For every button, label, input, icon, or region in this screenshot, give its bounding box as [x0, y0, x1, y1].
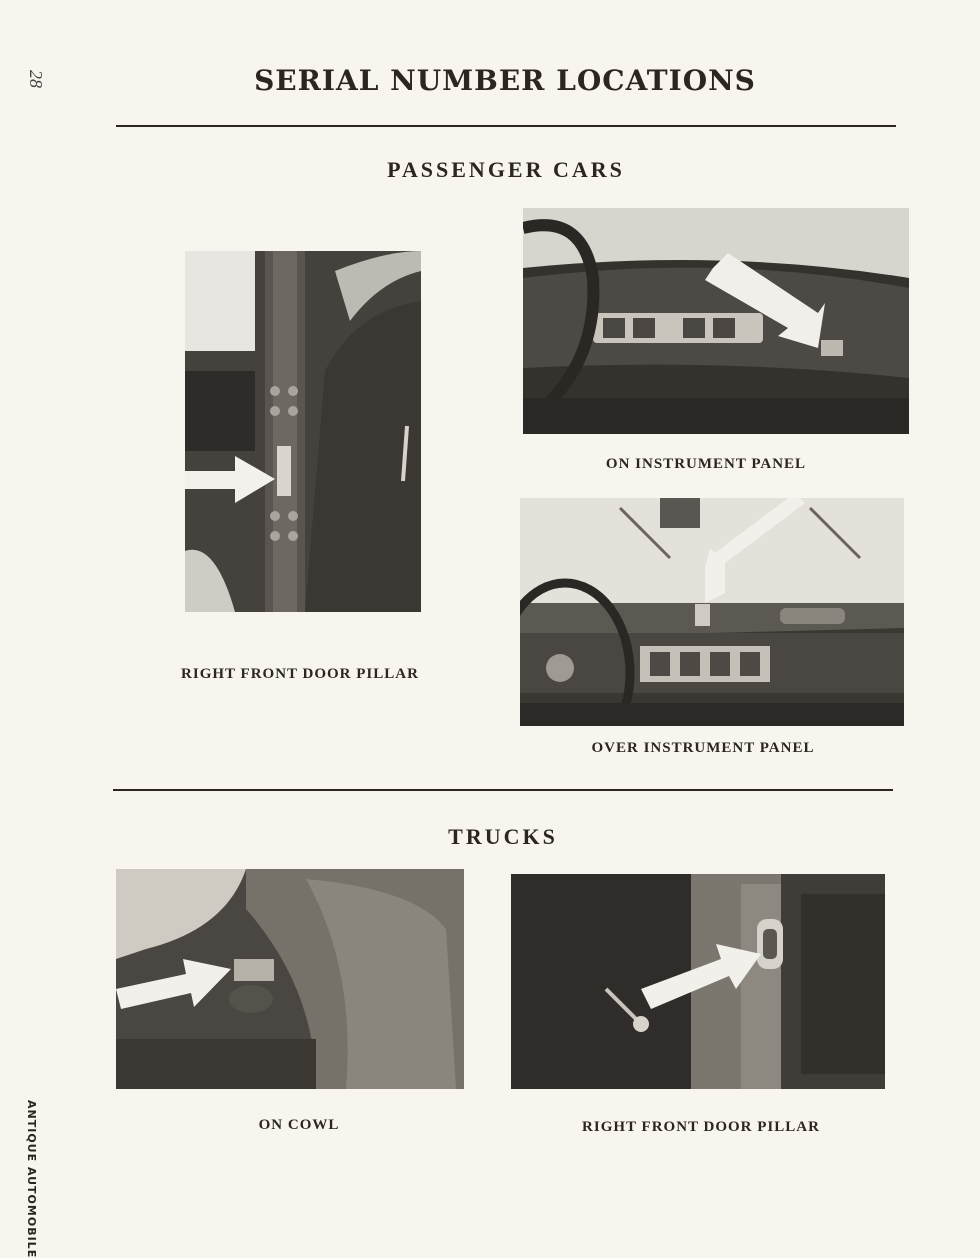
section-rule [113, 789, 893, 791]
publication-side-label: ANTIQUE AUTOMOBILE [25, 1100, 38, 1258]
photo-on-cowl [116, 869, 464, 1089]
trucks-title: TRUCKS [448, 824, 558, 849]
caption-on-cowl: ON COWL [258, 1117, 340, 1133]
page-number: 28 [26, 70, 46, 88]
photo-door-pillar-truck [511, 874, 885, 1089]
photo-door-pillar-car [185, 251, 421, 612]
passenger-cars-title: PASSENGER CARS [387, 157, 625, 182]
caption-on-instrument-panel: ON INSTRUMENT PANEL [605, 456, 807, 472]
caption-over-instrument-panel: OVER INSTRUMENT PANEL [591, 740, 815, 756]
page-title: SERIAL NUMBER LOCATIONS [254, 64, 756, 97]
photo-on-instrument-panel [523, 208, 909, 434]
caption-truck-door-pillar: RIGHT FRONT DOOR PILLAR [582, 1119, 820, 1135]
photo-over-instrument-panel [520, 498, 904, 726]
caption-car-door-pillar: RIGHT FRONT DOOR PILLAR [181, 666, 419, 682]
top-rule [116, 125, 896, 127]
